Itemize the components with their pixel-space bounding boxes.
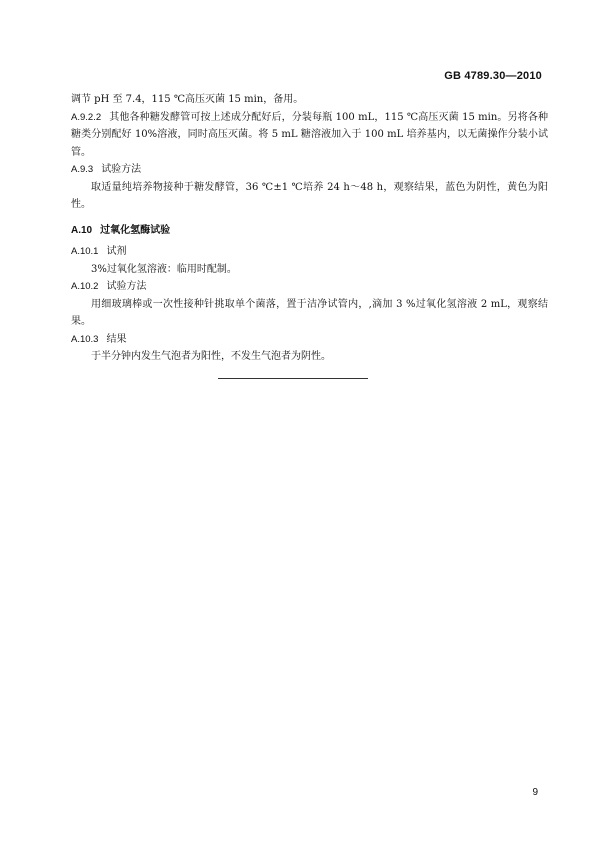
- clause-a102-heading: [71, 278, 548, 296]
- clause-number: A.10.3: [71, 333, 99, 345]
- clause-title: 试验方法: [101, 164, 142, 175]
- clause-a102-text: 用细玻璃棒或一次性接种针挑取单个菌落，置于洁净试管内，,滴加 3 %过氧化氢溶液 2 mL，观察结果。: [71, 298, 548, 327]
- clause-title: 试剂: [106, 246, 127, 257]
- clause-a922: [71, 109, 548, 162]
- standard-code-header: GB 4789.30—2010: [444, 70, 542, 82]
- section-a10-heading: [71, 222, 548, 240]
- clause-number: A.9.2.2: [71, 111, 102, 123]
- section-number: A.10: [71, 224, 93, 236]
- clause-a103-text: 于半分钟内发生气泡者为阳性，不发生气泡者为阴性。: [91, 351, 331, 362]
- clause-a101-heading: [71, 243, 548, 261]
- paragraph-a92-continuation: 调节 pH 至 7.4，115 ℃高压灭菌 15 min，备用。: [71, 94, 304, 105]
- clause-a93-heading: [71, 161, 548, 179]
- clause-number: A.9.3: [71, 164, 94, 175]
- page-number: 9: [532, 787, 538, 798]
- clause-a93-text: 取适量纯培养物接种于糖发酵管，36 ℃±1 ℃培养 24 h～48 h，观察结果，蓝色为阴性，黄色为阳性。: [71, 181, 548, 210]
- clause-a103-heading: [71, 331, 548, 349]
- clause-text: 其他各种糖发酵管可按上述成分配好后，分装每瓶 100 mL，115 ℃高压灭菌 15 min。另将各种糖类分别配好 10%溶液，同时高压灭菌。将 5 mL 糖溶液加入于 100 mL 培养基内，以无菌操作分装小试管。: [71, 111, 548, 158]
- clause-title: 试验方法: [106, 281, 147, 292]
- clause-a101-text: 3%过氧化氢溶液：临用时配制。: [91, 263, 237, 275]
- clause-title: 结果: [106, 333, 127, 345]
- clause-number: A.10.2: [71, 281, 99, 292]
- document-body: [71, 91, 548, 366]
- end-of-document-rule: [218, 378, 368, 379]
- section-title: 过氧化氢酶试验: [100, 224, 171, 236]
- clause-number: A.10.1: [71, 246, 99, 257]
